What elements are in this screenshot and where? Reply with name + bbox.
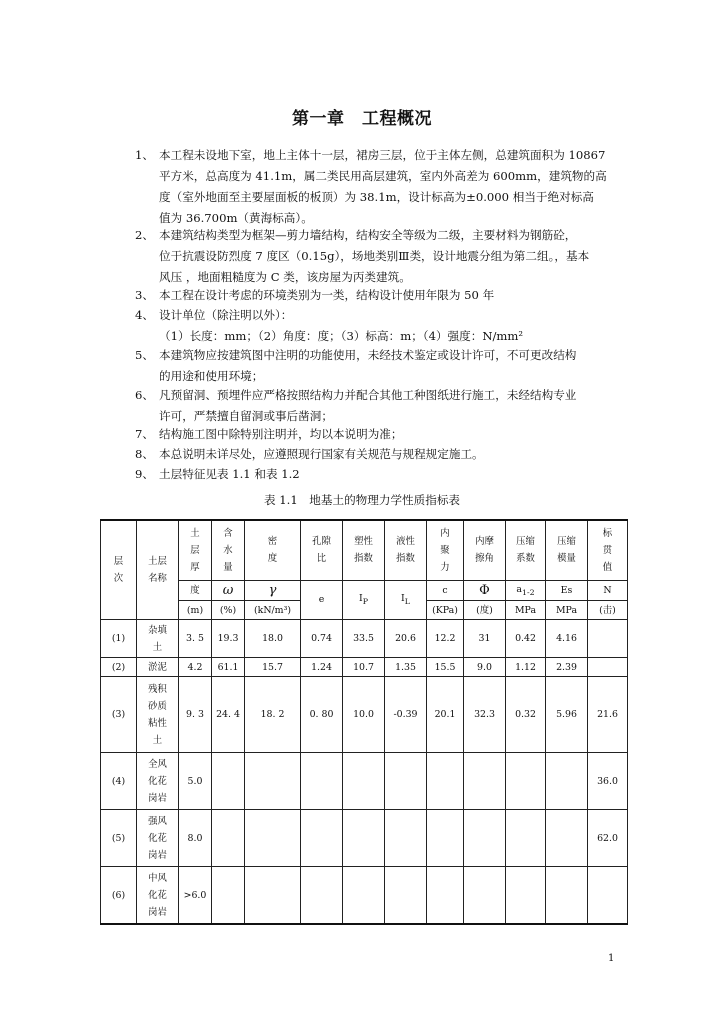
cohesion-unit: (KPa) [427,601,464,620]
table-row [101,867,628,924]
header-text: 厚 [190,561,200,573]
porosity-unit: e [301,580,343,620]
cell-cohesion: 15.5 [427,658,464,677]
cell-density: 18. 2 [245,677,301,753]
symbol-row [101,580,628,601]
cell-friction: 32.3 [464,677,506,753]
header-text: 压缩 [516,536,535,548]
cell-compress: 0.42 [506,620,546,658]
item-number: 7、 [135,427,154,441]
item-line: 值为 36.700m（黄海标高）。 [159,211,313,225]
omega-symbol: ω [212,580,245,601]
cell-porosity: 0. 80 [301,677,343,753]
cell-friction [464,867,506,924]
table-row [101,810,628,867]
cell-water [212,867,245,924]
item-line: 许可，严禁擅自留洞或事后凿洞； [159,409,333,423]
name-part: 岗岩 [148,849,167,861]
name-part: 中风 [148,872,167,884]
name-part: 砂质 [148,700,167,712]
item-line: 的用途和使用环境； [159,369,264,383]
item-line: （1）长度：mm；（2）角度：度；（3）标高：m；（4）强度：N/mm² [159,329,524,343]
item-line: 风压 ，地面粗糙度为 C 类，该房屋为丙类建筑。 [159,270,411,284]
cell-blow: 21.6 [588,677,628,753]
item-line: 设计单位（除注明以外）： [159,308,293,322]
name-part: 土 [152,734,163,746]
item-text [159,145,639,229]
item-text [159,464,639,485]
cell-blow: 62.0 [588,810,628,867]
cell-thickness: 8.0 [179,810,212,867]
table-row [101,658,628,677]
item-line: 本建筑结构类型为框架—剪力墙结构，结构安全等级为二级，主要材料为钢筋砼， [159,228,577,242]
cell-density [245,753,301,810]
item-text [159,305,639,347]
col-header-blow [588,520,628,580]
cell-blow [588,867,628,924]
page-number: 1 [608,953,615,964]
cell-name [137,620,179,658]
cell-thickness: 5.0 [179,753,212,810]
thickness-unit: (m) [179,601,212,620]
item-number: 5、 [135,348,154,362]
cell-layer: (1) [101,620,137,658]
header-text: 土层 [148,556,167,568]
cell-cohesion: 20.1 [427,677,464,753]
cell-porosity: 0.74 [301,620,343,658]
header-text: 水 [223,544,233,556]
header-text: 次 [113,573,124,585]
item-line: 结构施工图中除特别注明并，均以本说明为准； [159,427,403,441]
table-row [101,677,628,753]
header-text: 层 [190,544,200,556]
col-header-water [212,520,245,580]
phi-symbol: Φ [464,580,506,601]
cell-modulus: 5.96 [546,677,588,753]
cell-name [137,867,179,924]
header-text: 压缩 [557,536,576,548]
cell-compress: 0.32 [506,677,546,753]
chapter-title: 第一章 工程概况 [292,109,432,129]
cell-water: 61.1 [212,658,245,677]
header-text: 液性 [396,536,415,548]
header-text: 层 [113,556,124,568]
plastic-unit [343,580,385,620]
header-text: 量 [223,561,233,573]
cell-friction [464,810,506,867]
name-part: 岗岩 [148,792,167,804]
cohesion-symbol: c [427,580,464,601]
col-header-liquid [385,520,427,580]
item-line: 土层特征见表 1.1 和表 1.2 [159,467,300,481]
item-line: 本工程在设计考虑的环境类别为一类，结构设计使用年限为 50 年 [159,288,495,302]
col-header-cohesion [427,520,464,580]
compress-symbol [506,580,546,601]
name-part: 全风 [148,758,167,770]
header-text: 内摩 [475,536,494,548]
cell-layer: (4) [101,753,137,810]
item-line: 凡预留洞、预埋件应严格按照结构力并配合其他工种图纸进行施工，未经结构专业 [159,388,577,402]
cell-friction: 9.0 [464,658,506,677]
cell-modulus [546,753,588,810]
header-text: 名称 [148,573,167,585]
header-text: 标 [602,527,613,539]
modulus-symbol: Es [546,580,588,601]
blow-symbol: N [588,580,628,601]
cell-blow [588,658,628,677]
item-number: 9、 [135,467,154,481]
name-part: 化花 [148,775,167,787]
header-row [101,520,628,580]
cell-density: 15.7 [245,658,301,677]
cell-density: 18.0 [245,620,301,658]
cell-modulus [546,810,588,867]
cell-liquid [385,810,427,867]
item-number: 4、 [135,308,154,322]
blow-unit: (击) [588,601,628,620]
item-number: 2、 [135,228,154,242]
header-text: 贯 [602,544,613,556]
header-text: 力 [440,561,450,573]
cell-name [137,810,179,867]
header-text: 值 [602,561,613,573]
item-number: 8、 [135,447,154,461]
unit-subscript: P [362,596,368,606]
cell-water [212,810,245,867]
compress-unit: MPa [506,601,546,620]
item-text [159,444,639,465]
modulus-unit: MPa [546,601,588,620]
cell-blow [588,620,628,658]
friction-unit: (度) [464,601,506,620]
cell-plastic [343,810,385,867]
item-text [159,225,639,288]
col-header-thickness [179,520,212,580]
header-text: 指数 [354,553,373,565]
cell-plastic: 10.7 [343,658,385,677]
col-header-porosity [301,520,343,580]
cell-name [137,677,179,753]
cell-plastic: 33.5 [343,620,385,658]
cell-cohesion [427,810,464,867]
header-text: 内 [440,527,450,539]
name-part: 杂填 [148,624,167,636]
cell-compress [506,810,546,867]
item-text [159,285,639,306]
cell-modulus [546,867,588,924]
header-text: 塑性 [354,536,373,548]
unit-subscript: 1-2 [521,587,535,597]
cell-friction [464,753,506,810]
table-row [101,620,628,658]
cell-porosity [301,753,343,810]
cell-modulus: 4.16 [546,620,588,658]
cell-modulus: 2.39 [546,658,588,677]
cell-water: 19.3 [212,620,245,658]
cell-compress [506,867,546,924]
item-number: 3、 [135,288,154,302]
cell-layer: (5) [101,810,137,867]
cell-liquid: -0.39 [385,677,427,753]
unit-subscript: L [404,596,410,606]
item-number: 1、 [135,148,154,162]
header-text: 系数 [516,553,535,565]
cell-layer: (6) [101,867,137,924]
cell-compress: 1.12 [506,658,546,677]
header-text: 聚 [440,544,450,556]
item-line: 平方米，总高度为 41.1m，属二类民用高层建筑，室内外高差为 600mm，建筑物的高 [159,169,607,183]
cell-thickness: 3. 5 [179,620,212,658]
item-line: 本总说明未详尽处，应遵照现行国家有关规范与规程规定施工。 [159,447,484,461]
cell-cohesion [427,753,464,810]
col-header-density [245,520,301,580]
name-part: 化花 [148,889,167,901]
header-text: 含 [223,527,233,539]
gamma-symbol: γ [245,580,301,601]
item-number: 6、 [135,388,154,402]
cell-friction: 31 [464,620,506,658]
liquid-unit [385,580,427,620]
cell-layer: (2) [101,658,137,677]
cell-porosity [301,810,343,867]
name-part: 化花 [148,832,167,844]
cell-name [137,753,179,810]
header-text: 模量 [557,553,576,565]
header-text: 土 [190,527,200,539]
col-header-friction [464,520,506,580]
cell-liquid [385,867,427,924]
cell-blow: 36.0 [588,753,628,810]
cell-density [245,867,301,924]
cell-thickness: 9. 3 [179,677,212,753]
col-header-modulus [546,520,588,580]
name-part: 粘性 [148,717,167,729]
table-caption: 表 1.1 地基土的物理力学性质指标表 [263,493,461,507]
name-part: 岗岩 [148,906,167,918]
cell-porosity: 1.24 [301,658,343,677]
thickness-symbol-cell: 度 [179,580,212,601]
cell-plastic [343,867,385,924]
item-text [159,385,639,427]
item-line: 度（室外地面至主要屋面板的板顶）为 38.1m，设计标高为±0.000 相当于绝对标高 [159,190,594,204]
cell-layer: (3) [101,677,137,753]
header-text: 比 [316,553,327,565]
col-header-compress [506,520,546,580]
cell-thickness: 4.2 [179,658,212,677]
cell-cohesion: 12.2 [427,620,464,658]
cell-thickness: >6.0 [179,867,212,924]
name-part: 残积 [148,683,167,695]
cell-water: 24. 4 [212,677,245,753]
header-text: 擦角 [475,553,494,565]
table-row [101,753,628,810]
cell-name: 淤泥 [137,658,179,677]
density-unit: (kN/m³) [245,601,301,620]
header-text: 孔隙 [312,536,331,548]
item-text [159,424,639,445]
soil-properties-table [100,519,628,925]
unit-symbol: I [359,593,363,604]
header-text: 度 [267,553,278,565]
cell-plastic [343,753,385,810]
cell-density [245,810,301,867]
unit-symbol: I [401,593,405,604]
unit-symbol: a [516,583,522,595]
cell-liquid [385,753,427,810]
cell-cohesion [427,867,464,924]
col-header-plastic [343,520,385,580]
item-line: 位于抗震设防烈度 7 度区（0.15g），场地类别Ⅲ类，设计地震分组为第二组。，基本 [159,249,590,263]
cell-liquid: 20.6 [385,620,427,658]
item-line: 本工程未设地下室，地上主体十一层，裙房三层，位于主体左侧，总建筑面积为 10867 [159,148,606,162]
col-header-name [137,520,179,620]
water-unit: (%) [212,601,245,620]
col-header-layer [101,520,137,620]
name-part: 土 [152,641,163,653]
cell-water [212,753,245,810]
item-text [159,345,639,387]
cell-plastic: 10.0 [343,677,385,753]
name-part: 强风 [148,815,167,827]
header-text: 密 [267,536,278,548]
header-text: 指数 [396,553,415,565]
cell-compress [506,753,546,810]
item-line: 本建筑物应按建筑图中注明的功能使用，未经技术鉴定或设计许可，不可更改结构 [159,348,577,362]
cell-porosity [301,867,343,924]
cell-liquid: 1.35 [385,658,427,677]
